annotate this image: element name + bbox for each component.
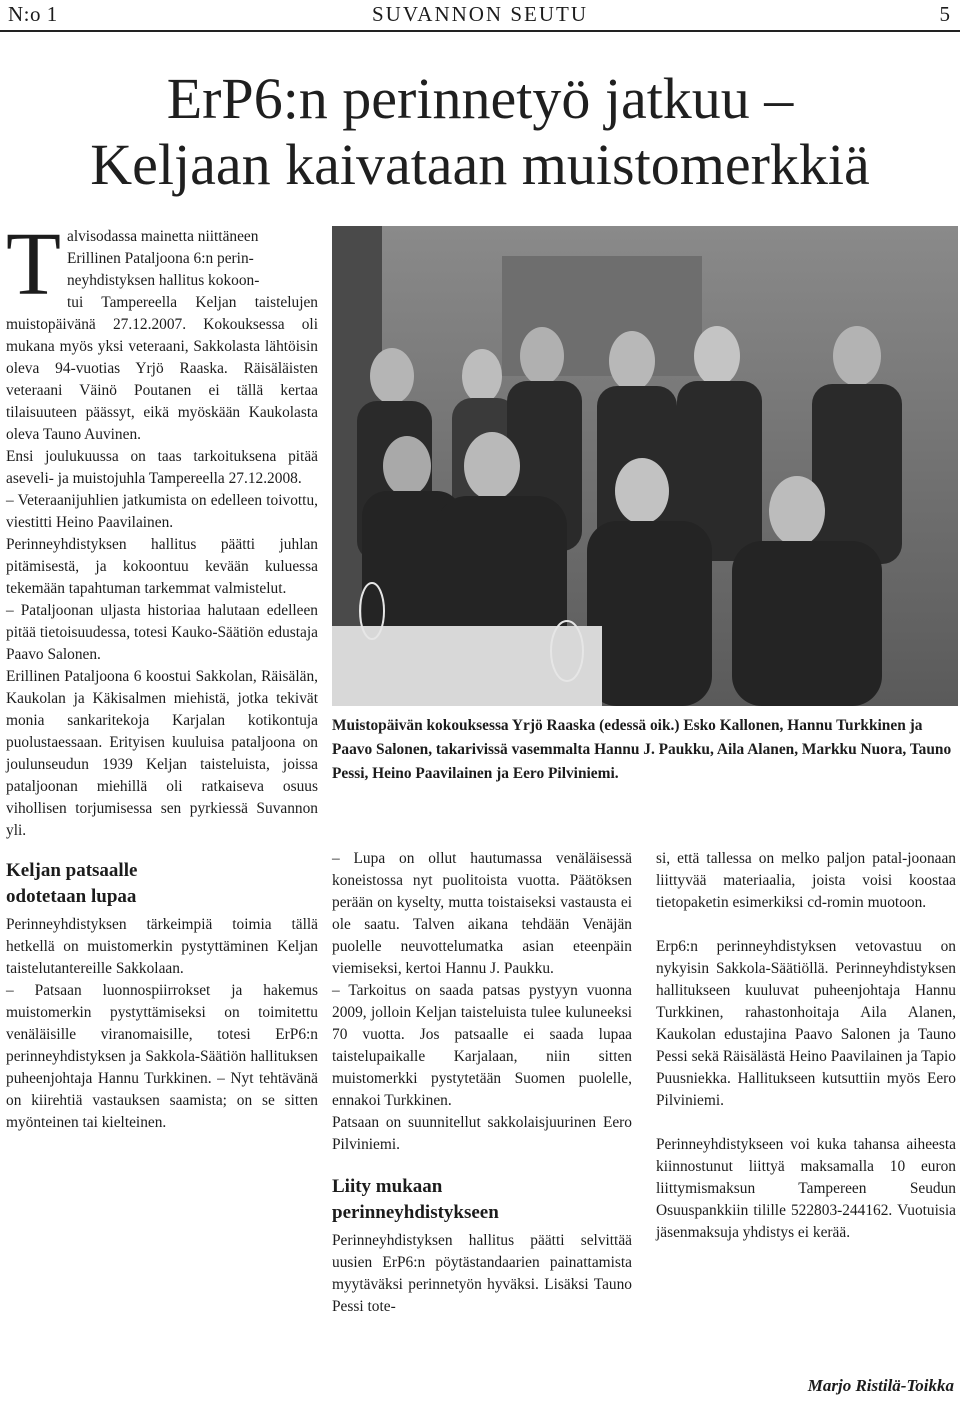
- article-column-2: [332, 848, 632, 1318]
- subheading-line: Keljan patsaalle: [6, 860, 138, 881]
- publication-name: SUVANNON SEUTU: [371, 2, 589, 26]
- paragraph: Perinneyhdistyksen tärkeimpiä toimia tällä hetkellä on muistomerkin pystyttäminen Keljan taistelutantereille Sakkolaan.: [6, 916, 318, 977]
- header-rule: [0, 30, 960, 32]
- photo-caption: Muistopäivän kokouksessa Yrjö Raaska (edessä oik.) Esko Kallonen, Hannu Turkkinen ja Paavo Salonen, takarivissä vasemmalta Hannu J. Paukku, Aila Alanen, Markku Nuora, Tauno Pessi, Heino Paavilainen ja Eero Pilviniemi.: [332, 717, 952, 782]
- article-column-3: [656, 848, 956, 1244]
- subheading-line: perinneyhdistykseen: [332, 1202, 499, 1223]
- paragraph: – Veteraanijuhlien jatkumista on edelleen toivottu, viestitti Heino Paavilainen.: [6, 492, 318, 531]
- group-photo-graphic: [332, 226, 958, 706]
- paragraph: Perinneyhdistyksen hallitus päätti selvittää uusien ErP6:n pöytästandaarien painattamista myytäväksi perinnetyön hyväksi. Lisäksi Tauno Pessi tote-: [332, 1232, 632, 1315]
- group-photo: [332, 226, 958, 706]
- article-column-1: [6, 215, 318, 1134]
- paragraph: – Tarkoitus on saada patsas pystyyn vuonna 2009, jolloin Keljan taisteluista tulee kuluneeksi 70 vuotta. Jos patsaalle ei saada lupaa taistelupaikalle Karjalaan, niin sitten muistomerkki pystytetään Suomen puolelle, ennakoi Turkkinen.: [332, 982, 632, 1109]
- paragraph: – Patsaan luonnospiirrokset ja hakemus muistomerkin pystyttämiseksi on toimitettu venäläisille viranomaisille, totesi ErP6:n perinneyhdistyksen ja Sakkola-Säätiön hallituksen puheenjohtaja Hannu Turkkinen. – Nyt tehtävänä on kiirehtiä vastauksen saamista; on se sitten myönteinen tai kielteinen.: [6, 982, 318, 1131]
- headline-line-1: ErP6:n perinnetyö jatkuu –: [166, 66, 794, 131]
- paragraph: Erp6:n perinneyhdistyksen vetovastuu on nykyisin Sakkola-Säätiöllä. Perinneyhdistyksen hallitukseen kuuluvat puheenjohtaja Hannu Turkkinen, rahastonhoitaja Aila Alanen, Kaukolan edustajina Paavo Salonen ja Tauno Pessi sekä Räisälästä Heino Paavilainen ja Tapio Puusniekka. Hallitukseen kutsuttiin myös Eero Pilviniemi.: [656, 938, 956, 1109]
- lede-line-1: alvisodassa mainetta niittäneen: [66, 228, 259, 245]
- paragraph: Perinneyhdistyksen hallitus päätti juhlan pitämisestä, ja kokoontuu kevään kuluessa tekemään tapahtuman tarkemmat valmistelut.: [6, 536, 318, 597]
- paragraph: – Pataljoonan uljasta historiaa halutaan edelleen pitää tietoisuudessa, totesi Kauko-Säätiön edustaja Paavo Salonen.: [6, 602, 318, 663]
- paragraph: Ensi joulukuussa on taas tarkoituksena pitää aseveli- ja muistojuhla Tampereella 27.12.2008.: [6, 448, 318, 487]
- issue-number: N:o 1: [8, 2, 58, 26]
- paragraph: Patsaan on suunnitellut sakkolaisjuurinen Eero Pilviniemi.: [332, 1114, 632, 1153]
- lede-rest: tui Tampereella Keljan taistelujen muistopäivänä 27.12.2007. Kokouksessa oli mukana myös yksi veteraani, Sakkolasta lähtöisin oleva 94-vuotias Yrjö Raaska. Räisäläisten veteraani Väinö Poutanen ei tällä kertaa tilaisuuteen päässyt, eikä myöskään Kaukolasta oleva Tauno Auvinen.: [6, 294, 318, 443]
- lede-line-3: neyhdistyksen hallitus kokoon-: [66, 272, 260, 289]
- headline-line-2: Keljaan kaivataan muistomerkkiä: [90, 132, 870, 197]
- page-number: 5: [939, 2, 950, 26]
- paragraph: Perinneyhdistykseen voi kuka tahansa aiheesta kiinnostunut liittyä maksamalla 10 euron liittymismaksun Tampereen Seudun Osuuspankkiin tilille 522803-244162. Vuotuisia jäsenmaksuja yhdistys ei kerää.: [656, 1136, 956, 1241]
- lede-line-2: Erillinen Pataljoona 6:n perin-: [66, 250, 254, 267]
- drop-cap: T: [6, 215, 61, 314]
- author-byline: Marjo Ristilä-Toikka: [807, 1376, 954, 1395]
- subheading-liity-mukaan: [332, 1174, 632, 1226]
- paragraph: – Lupa on ollut hautumassa venäläisessä koneistossa nyt puolitoista vuotta. Päätöksen perään on kyselty, mutta toistaiseksi vastausta ei ole saatu. Talven aikana tehdään Venäjän puolelle neuvottelumatka asian eteenpäin viemiseksi, kertoi Hannu J. Paukku.: [332, 850, 632, 977]
- subheading-keljan-patsaalle: [6, 858, 318, 910]
- lede-paragraph: [6, 215, 318, 446]
- paragraph: Erillinen Pataljoona 6 koostui Sakkolan, Räisälän, Kaukolan ja Käkisalmen miehistä, jotka tekivät monia sankaritekoja Karjalan kotikontuja puolustaessaan. Erityisen kuuluisa pataljoona on joulunseudun 1939 Keljan taisteluista, joissa pataljoonan miehillä oli ratkaiseva osuus vihollisen torjumisessa sen pyrkiessä Suvannon yli.: [6, 668, 318, 839]
- subheading-line: odotetaan lupaa: [6, 886, 137, 907]
- subheading-line: Liity mukaan: [332, 1176, 443, 1197]
- paragraph: si, että tallessa on melko paljon patal-joonaan liittyvää materiaalia, joista voisi koostaa tietopaketin esimerkiksi cd-romin muotoon.: [656, 850, 956, 911]
